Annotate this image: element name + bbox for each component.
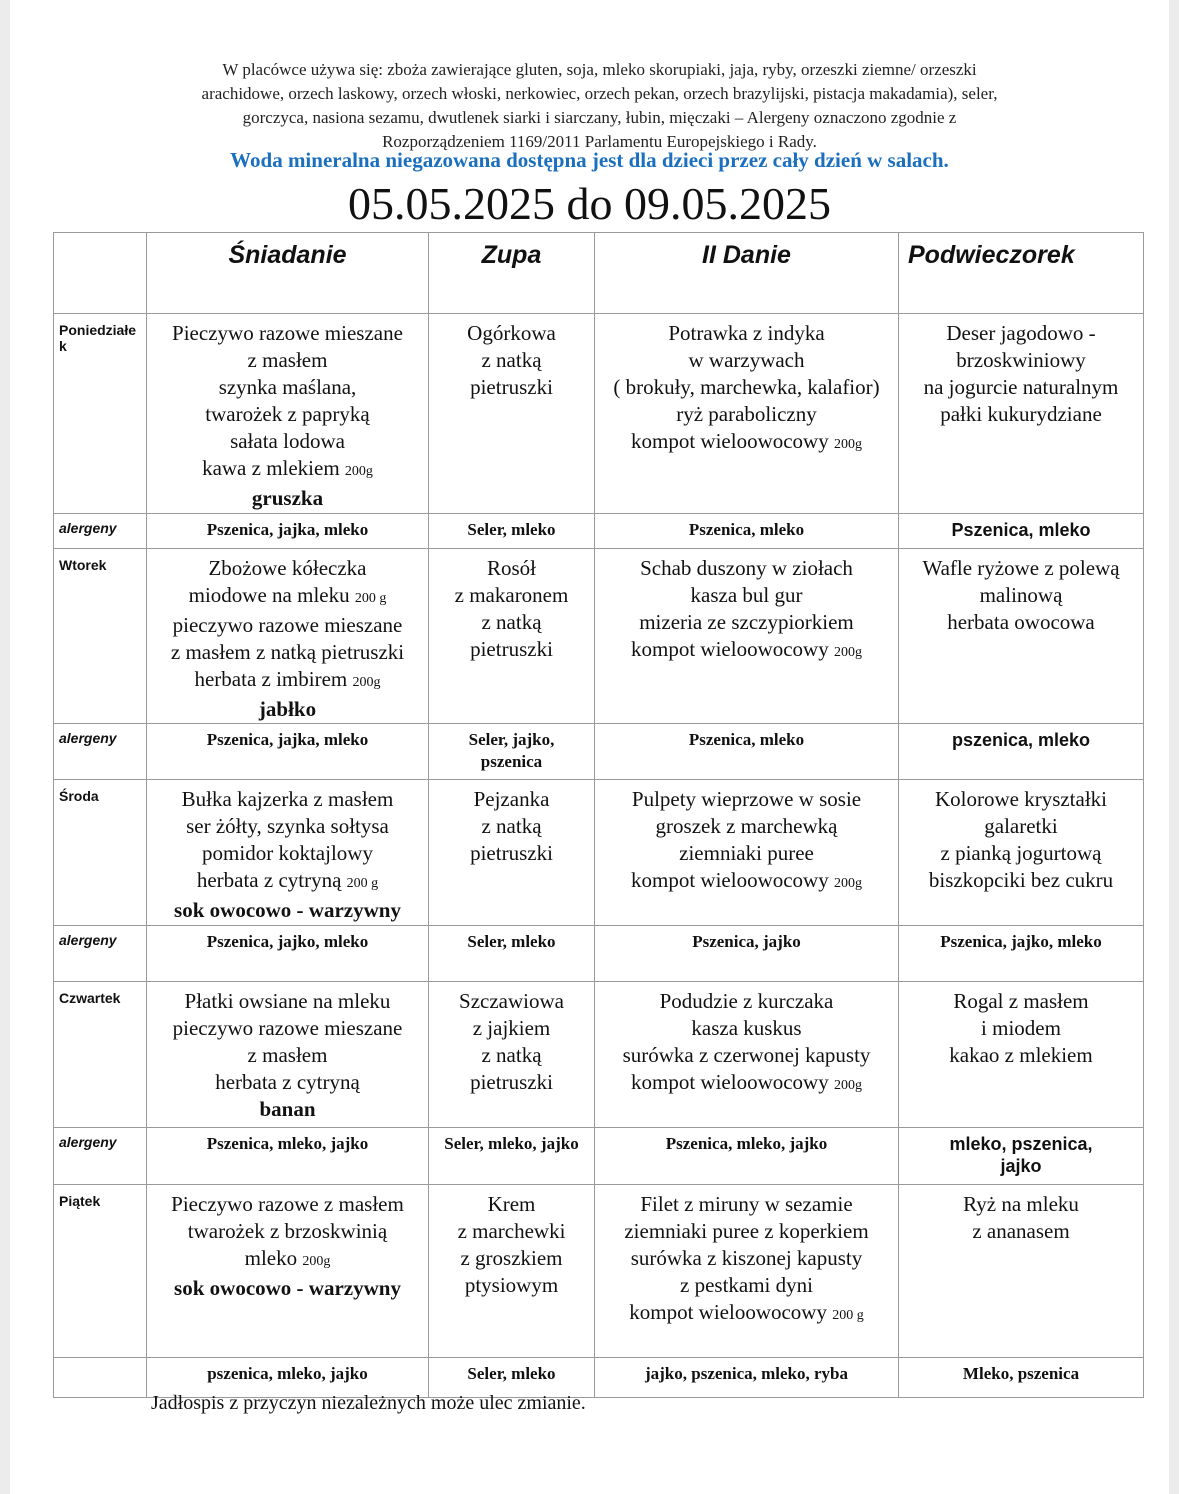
- dish-text: pietruszki: [470, 637, 553, 661]
- dish-line: [429, 1272, 594, 1299]
- dish-line: [147, 1245, 428, 1275]
- portion-size: 200g: [302, 1254, 331, 1269]
- dish-line: [147, 582, 428, 612]
- dish-line: [147, 696, 428, 723]
- dish-line: [147, 666, 428, 696]
- allergen-line: jajko: [1000, 1156, 1042, 1176]
- dish-text: ziemniaki puree: [679, 841, 814, 865]
- dish-line: [147, 612, 428, 639]
- allergen-soup: Seler, mleko: [429, 1358, 595, 1398]
- document-page: [10, 0, 1169, 1494]
- dish-line: [595, 1015, 898, 1042]
- dish-text: kompot wieloowocowy: [631, 429, 829, 453]
- dish-line: [595, 867, 898, 897]
- dish-line: [147, 455, 428, 485]
- dish-text: kasza bul gur: [690, 583, 803, 607]
- dish-text: Krem: [487, 1192, 536, 1216]
- column-header-snack: Podwieczorek: [899, 233, 1144, 314]
- notice-line: arachidowe, orzech laskowy, orzech włoski, nerkowiec, orzech pekan, orzech brazylijski, pistacja makadamia), seler,: [201, 84, 998, 103]
- dish-line: [899, 1042, 1143, 1069]
- dish-text: z masłem: [247, 348, 328, 372]
- dish-line: [429, 582, 594, 609]
- dish-text: kompot wieloowocowy: [631, 1070, 829, 1094]
- dish-text: pieczywo razowe mieszane: [172, 613, 403, 637]
- dish-text: Pieczywo razowe mieszane: [172, 321, 403, 345]
- dish-line: [595, 374, 898, 401]
- dish-text: sok owocowo - warzywny: [174, 1276, 401, 1300]
- snack-cell: [899, 549, 1144, 724]
- dish-line: [595, 1272, 898, 1299]
- dish-text: z jajkiem: [472, 1016, 551, 1040]
- dish-line: [899, 840, 1143, 867]
- allergen-breakfast: Pszenica, jajka, mleko: [147, 514, 429, 549]
- dish-line: [147, 1191, 428, 1218]
- allergen-line: mleko, pszenica,: [949, 1134, 1093, 1154]
- dish-text: Ogórkowa: [467, 321, 556, 345]
- dish-text: herbata z cytryną: [215, 1070, 360, 1094]
- dish-line: [595, 401, 898, 428]
- dish-text: z natką: [481, 348, 542, 372]
- dish-text: z masłem: [247, 1043, 328, 1067]
- soup-cell: [429, 314, 595, 514]
- dish-line: [147, 786, 428, 813]
- dish-line: [429, 988, 594, 1015]
- notice-line: Rozporządzeniem 1169/2011 Parlamentu Europejskiego i Rady.: [382, 132, 817, 151]
- dish-text: ( brokuły, marchewka, kalafior): [613, 375, 880, 399]
- dish-text: twarożek z papryką: [205, 402, 370, 426]
- dish-line: [899, 374, 1143, 401]
- dish-text: szynka maślana,: [218, 375, 357, 399]
- dish-line: [899, 401, 1143, 428]
- menu-row-tuesday: [54, 549, 1144, 724]
- allergen-snack: Pszenica, jajko, mleko: [899, 926, 1144, 982]
- day-label: Czwartek: [54, 982, 147, 1128]
- dish-line: [147, 867, 428, 897]
- dish-line: [147, 1096, 428, 1123]
- portion-size: 200g: [344, 464, 373, 479]
- dish-text: groszek z marchewką: [655, 814, 838, 838]
- header-row: [54, 233, 1144, 314]
- dish-line: [429, 374, 594, 401]
- allergen-soup: Seler, mleko: [429, 514, 595, 549]
- column-header-main: II Danie: [595, 233, 899, 314]
- dish-text: kasza kuskus: [691, 1016, 802, 1040]
- corner-cell: [54, 233, 147, 314]
- portion-size: 200 g: [832, 1308, 864, 1323]
- dish-line: [147, 988, 428, 1015]
- dish-text: z natką: [481, 814, 542, 838]
- dish-line: [899, 786, 1143, 813]
- snack-cell: [899, 314, 1144, 514]
- dish-text: Pulpety wieprzowe w sosie: [631, 787, 862, 811]
- dish-text: herbata owocowa: [947, 610, 1095, 634]
- main-cell: [595, 314, 899, 514]
- main-cell: [595, 982, 899, 1128]
- dish-line: [429, 1218, 594, 1245]
- menu-row-friday: [54, 1185, 1144, 1358]
- dish-text: pomidor koktajlowy: [202, 841, 373, 865]
- dish-line: [147, 840, 428, 867]
- water-note: Woda mineralna niegazowana dostępna jest dla dzieci przez cały dzień w salach.: [230, 148, 949, 172]
- allergen-snack: Pszenica, mleko: [899, 514, 1144, 549]
- allergen-row-thursday: [54, 1128, 1144, 1185]
- dish-line: [429, 320, 594, 347]
- dish-text: pietruszki: [470, 841, 553, 865]
- dish-text: surówka z kiszonej kapusty: [630, 1246, 863, 1270]
- dish-line: [429, 555, 594, 582]
- main-cell: [595, 549, 899, 724]
- dish-line: [595, 1218, 898, 1245]
- menu-row-wednesday: [54, 780, 1144, 926]
- breakfast-cell: [147, 549, 429, 724]
- dish-line: [429, 813, 594, 840]
- dish-text: biszkopciki bez cukru: [928, 868, 1114, 892]
- dish-line: [147, 374, 428, 401]
- date-range: 05.05.2025 do 09.05.2025: [348, 178, 831, 229]
- dish-text: na jogurcie naturalnym: [923, 375, 1119, 399]
- dish-line: [147, 813, 428, 840]
- allergen-breakfast: Pszenica, mleko, jajko: [147, 1128, 429, 1185]
- dish-text: ser żółty, szynka sołtysa: [186, 814, 389, 838]
- dish-text: z pestkami dyni: [680, 1273, 813, 1297]
- dish-text: Rogal z masłem: [953, 989, 1089, 1013]
- dish-text: z natką: [481, 1043, 542, 1067]
- dish-text: kompot wieloowocowy: [631, 637, 829, 661]
- allergen-snack: Mleko, pszenica: [899, 1358, 1144, 1398]
- dish-text: kompot wieloowocowy: [629, 1300, 827, 1324]
- allergen-soup: [429, 724, 595, 780]
- dish-text: kakao z mlekiem: [949, 1043, 1093, 1067]
- allergen-row-wednesday: [54, 926, 1144, 982]
- dish-text: z pianką jogurtową: [940, 841, 1102, 865]
- allergen-row-monday: [54, 514, 1144, 549]
- main-cell: [595, 1185, 899, 1358]
- dish-line: [595, 1191, 898, 1218]
- notice-line: gorczyca, nasiona sezamu, dwutlenek siarki i siarczany, łubin, mięczaki – Alergeny oznaczono zgodnie z: [242, 108, 957, 127]
- allergen-breakfast: pszenica, mleko, jajko: [147, 1358, 429, 1398]
- allergen-snack: [899, 1128, 1144, 1185]
- dish-line: [595, 1069, 898, 1099]
- dish-text: galaretki: [984, 814, 1058, 838]
- dish-text: z ananasem: [972, 1219, 1070, 1243]
- dish-line: [147, 897, 428, 924]
- allergen-label: alergeny: [54, 1128, 147, 1185]
- dish-line: [899, 555, 1143, 582]
- snack-cell: [899, 780, 1144, 926]
- column-header-breakfast: Śniadanie: [147, 233, 429, 314]
- portion-size: 200g: [833, 876, 862, 891]
- dish-text: sałata lodowa: [230, 429, 345, 453]
- dish-text: Podudzie z kurczaka: [659, 989, 834, 1013]
- dish-text: i miodem: [981, 1016, 1061, 1040]
- dish-text: w warzywach: [688, 348, 805, 372]
- dish-text: brzoskwiniowy: [956, 348, 1086, 372]
- portion-size: 200g: [833, 437, 862, 452]
- allergen-main: Pszenica, mleko: [595, 514, 899, 549]
- dish-text: Szczawiowa: [459, 989, 564, 1013]
- allergen-line: pszenica: [480, 752, 543, 771]
- allergen-breakfast: Pszenica, jajka, mleko: [147, 724, 429, 780]
- allergen-line: Seler, jajko,: [468, 730, 555, 749]
- allergen-label: alergeny: [54, 926, 147, 982]
- dish-line: [429, 347, 594, 374]
- allergen-soup: Seler, mleko, jajko: [429, 1128, 595, 1185]
- dish-line: [147, 1042, 428, 1069]
- dish-text: twarożek z brzoskwinią: [187, 1219, 388, 1243]
- dish-line: [147, 1069, 428, 1096]
- dish-text: Pieczywo razowe z masłem: [171, 1192, 404, 1216]
- dish-text: kompot wieloowocowy: [631, 868, 829, 892]
- footer-note: Jadłospis z przyczyn niezależnych może ulec zmianie.: [151, 1392, 586, 1414]
- dish-line: [595, 786, 898, 813]
- dish-text: z makaronem: [454, 583, 569, 607]
- dish-text: Płatki owsiane na mleku: [184, 989, 391, 1013]
- breakfast-cell: [147, 1185, 429, 1358]
- dish-text: banan: [259, 1097, 316, 1121]
- dish-text: Potrawka z indyka: [668, 321, 825, 345]
- snack-cell: [899, 982, 1144, 1128]
- column-header-soup: Zupa: [429, 233, 595, 314]
- allergen-soup: Seler, mleko: [429, 926, 595, 982]
- dish-line: [429, 786, 594, 813]
- dish-line: [899, 867, 1143, 894]
- portion-size: 200g: [352, 675, 381, 690]
- dish-line: [595, 1299, 898, 1329]
- dish-line: [899, 347, 1143, 374]
- dish-line: [899, 1218, 1143, 1245]
- dish-line: [899, 988, 1143, 1015]
- dish-text: pieczywo razowe mieszane: [172, 1016, 403, 1040]
- allergen-main: Pszenica, jajko: [595, 926, 899, 982]
- dish-line: [147, 1218, 428, 1245]
- dish-line: [595, 428, 898, 458]
- dish-line: [595, 1042, 898, 1069]
- allergen-snack: pszenica, mleko: [899, 724, 1144, 780]
- dish-text: Wafle ryżowe z polewą: [922, 556, 1120, 580]
- allergen-label: alergeny: [54, 514, 147, 549]
- dish-text: pałki kukurydziane: [940, 402, 1102, 426]
- dish-text: malinową: [979, 583, 1063, 607]
- day-label: Piątek: [54, 1185, 147, 1358]
- dish-text: herbata z imbirem: [194, 667, 348, 691]
- dish-line: [899, 813, 1143, 840]
- snack-cell: [899, 1185, 1144, 1358]
- dish-line: [595, 1245, 898, 1272]
- dish-line: [147, 428, 428, 455]
- dish-text: Zbożowe kółeczka: [208, 556, 367, 580]
- dish-line: [147, 1015, 428, 1042]
- dish-text: z natką: [481, 610, 542, 634]
- menu-row-thursday: [54, 982, 1144, 1128]
- allergen-notice: [120, 58, 1079, 154]
- allergen-main: Pszenica, mleko: [595, 724, 899, 780]
- allergen-breakfast: Pszenica, jajko, mleko: [147, 926, 429, 982]
- allergen-row-tuesday: [54, 724, 1144, 780]
- dish-line: [147, 401, 428, 428]
- dish-text: Rosół: [486, 556, 536, 580]
- dish-line: [429, 1042, 594, 1069]
- dish-text: Bułka kajzerka z masłem: [181, 787, 394, 811]
- dish-line: [899, 582, 1143, 609]
- dish-line: [147, 555, 428, 582]
- dish-text: gruszka: [251, 486, 324, 510]
- dish-line: [429, 1245, 594, 1272]
- dish-text: herbata z cytryną: [196, 868, 342, 892]
- dish-line: [147, 485, 428, 512]
- allergen-label: alergeny: [54, 724, 147, 780]
- dish-text: kawa z mlekiem: [202, 456, 340, 480]
- day-label: Środa: [54, 780, 147, 926]
- dish-text: ziemniaki puree z koperkiem: [624, 1219, 869, 1243]
- dish-text: Ryż na mleku: [963, 1192, 1079, 1216]
- breakfast-cell: [147, 314, 429, 514]
- dish-line: [595, 555, 898, 582]
- dish-text: z masłem z natką pietruszki: [170, 640, 405, 664]
- main-cell: [595, 780, 899, 926]
- notice-line: W placówce używa się: zboża zawierające gluten, soja, mleko skorupiaki, jaja, ryby, orzeszki ziemne/ orzeszki: [222, 60, 977, 79]
- dish-line: [429, 840, 594, 867]
- dish-text: Schab duszony w ziołach: [640, 556, 853, 580]
- dish-line: [595, 636, 898, 666]
- soup-cell: [429, 780, 595, 926]
- dish-line: [429, 636, 594, 663]
- dish-line: [429, 1015, 594, 1042]
- dish-line: [595, 840, 898, 867]
- portion-size: 200 g: [346, 876, 379, 891]
- dish-text: z groszkiem: [460, 1246, 563, 1270]
- portion-size: 200g: [833, 645, 862, 660]
- allergen-main: jajko, pszenica, mleko, ryba: [595, 1358, 899, 1398]
- dish-line: [595, 320, 898, 347]
- soup-cell: [429, 549, 595, 724]
- dish-text: ptysiowym: [464, 1273, 559, 1297]
- dish-text: miodowe na mleku: [188, 583, 350, 607]
- dish-text: jabłko: [258, 697, 317, 721]
- dish-line: [429, 1069, 594, 1096]
- dish-text: mleko: [244, 1246, 298, 1270]
- dish-text: Deser jagodowo -: [946, 321, 1096, 345]
- dish-text: Filet z miruny w sezamie: [640, 1192, 853, 1216]
- day-label: Poniedziałek: [54, 314, 147, 514]
- dish-line: [429, 609, 594, 636]
- menu-row-monday: [54, 314, 1144, 514]
- allergen-main: Pszenica, mleko, jajko: [595, 1128, 899, 1185]
- portion-size: 200g: [833, 1078, 862, 1093]
- portion-size: 200 g: [354, 591, 387, 606]
- dish-text: Kolorowe kryształki: [934, 787, 1108, 811]
- dish-line: [595, 813, 898, 840]
- dish-line: [429, 1191, 594, 1218]
- dish-line: [147, 320, 428, 347]
- menu-table: [53, 232, 1144, 1398]
- day-label: Wtorek: [54, 549, 147, 724]
- dish-text: z marchewki: [457, 1219, 566, 1243]
- dish-text: pietruszki: [470, 375, 553, 399]
- dish-line: [595, 582, 898, 609]
- dish-text: Pejzanka: [473, 787, 550, 811]
- dish-text: ryż paraboliczny: [676, 402, 817, 426]
- dish-line: [595, 609, 898, 636]
- dish-line: [147, 1275, 428, 1302]
- dish-line: [899, 320, 1143, 347]
- dish-text: pietruszki: [470, 1070, 553, 1094]
- empty-label-cell: [54, 1358, 147, 1398]
- dish-line: [899, 609, 1143, 636]
- dish-line: [147, 347, 428, 374]
- dish-line: [899, 1191, 1143, 1218]
- dish-line: [147, 639, 428, 666]
- dish-text: mizeria ze szczypiorkiem: [639, 610, 854, 634]
- dish-text: sok owocowo - warzywny: [174, 898, 401, 922]
- dish-line: [595, 347, 898, 374]
- breakfast-cell: [147, 982, 429, 1128]
- breakfast-cell: [147, 780, 429, 926]
- soup-cell: [429, 982, 595, 1128]
- dish-line: [595, 988, 898, 1015]
- soup-cell: [429, 1185, 595, 1358]
- dish-text: surówka z czerwonej kapusty: [622, 1043, 871, 1067]
- dish-line: [899, 1015, 1143, 1042]
